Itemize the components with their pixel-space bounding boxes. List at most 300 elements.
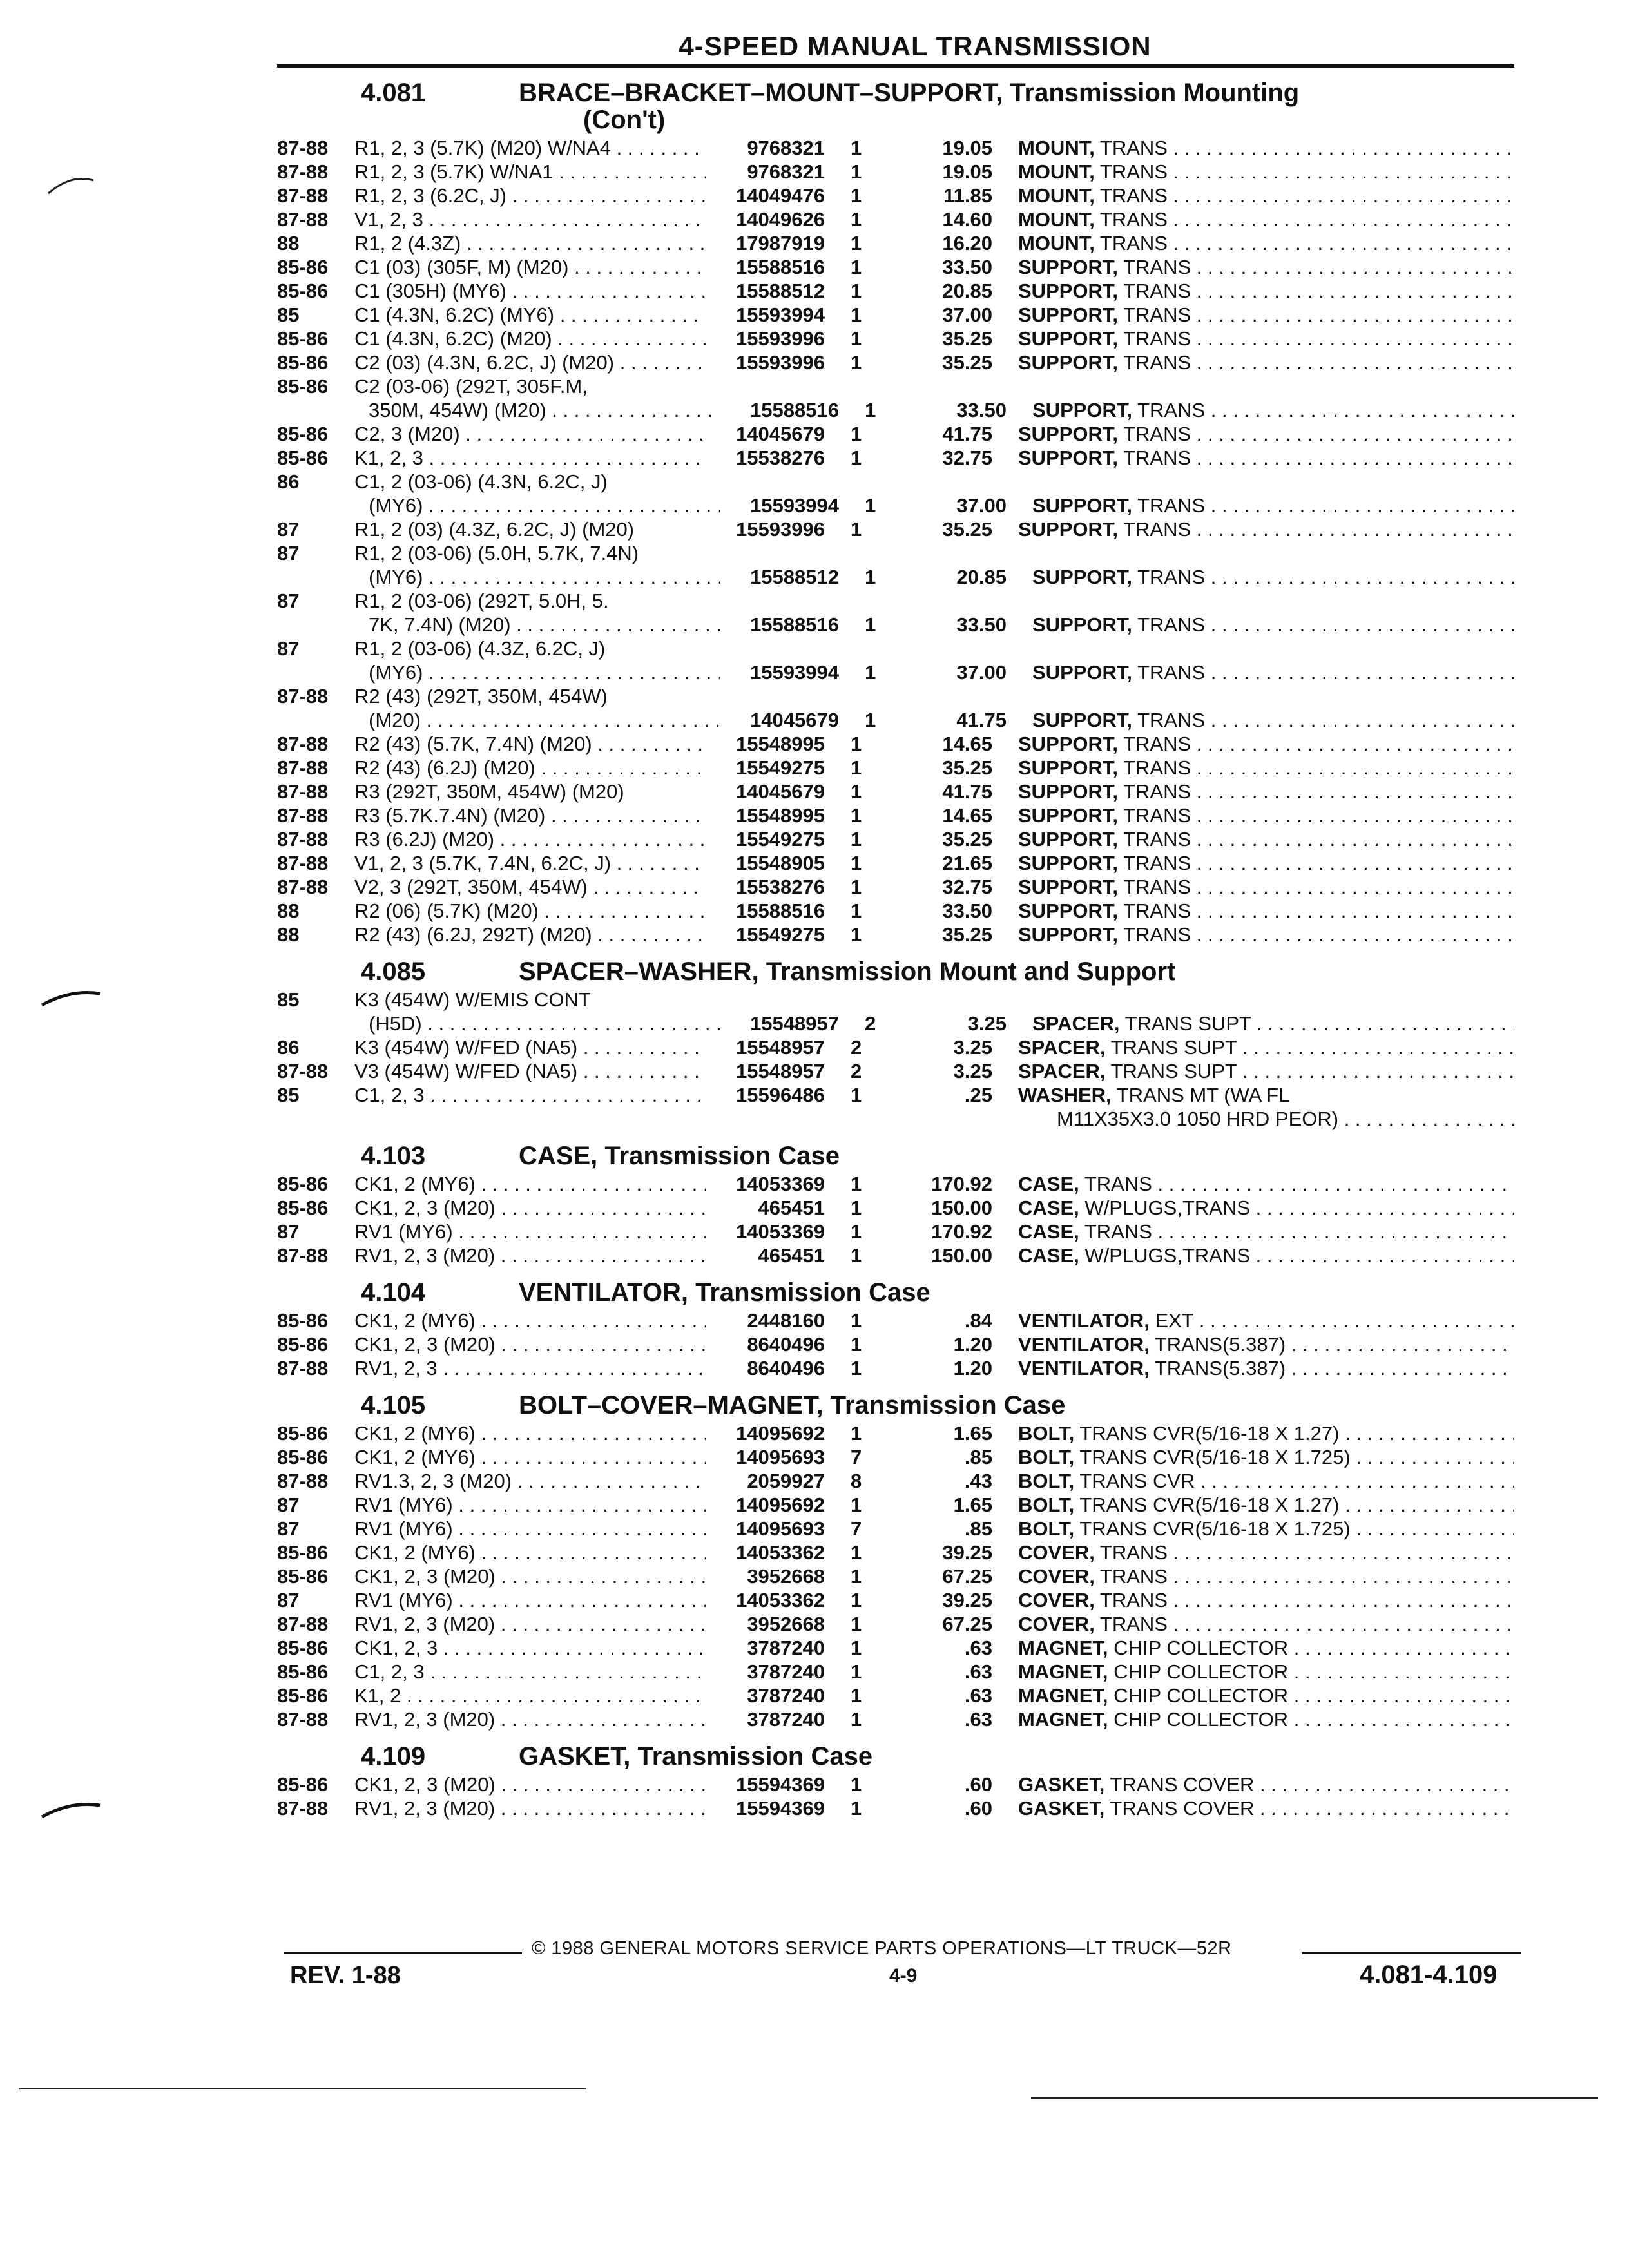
- parts-row: [277, 1244, 1514, 1267]
- model-text: K3 (454W) W/FED (NA5): [354, 1036, 578, 1059]
- model-application: [354, 756, 706, 780]
- section-title-detail: Transmission Case: [695, 1278, 930, 1307]
- description-text: TRANS: [1123, 804, 1191, 827]
- model-year: 87-88: [277, 780, 329, 803]
- description-keyword: SUPPORT,: [1018, 899, 1119, 922]
- quantity: 1: [851, 1309, 862, 1332]
- description-text: TRANS: [1099, 184, 1168, 207]
- part-number: 15548957: [750, 1012, 839, 1035]
- price: 33.50: [956, 399, 1007, 421]
- description-text: TRANS: [1123, 280, 1191, 302]
- parts-row: [277, 351, 1514, 374]
- part-description: [1018, 1469, 1514, 1493]
- price: [896, 374, 1018, 398]
- model-application: [354, 1773, 706, 1796]
- description-keyword: SUPPORT,: [1018, 447, 1119, 469]
- quantity: 1: [865, 494, 876, 517]
- model-text: K1, 2: [354, 1684, 401, 1707]
- price: 35.25: [942, 756, 992, 779]
- part-description: [1018, 923, 1514, 947]
- part-description: [1018, 1220, 1514, 1244]
- price: 67.25: [942, 1565, 992, 1588]
- parts-row: [277, 1035, 1514, 1059]
- part-description: [1018, 1107, 1514, 1131]
- part-description: [1018, 827, 1514, 851]
- parts-row: [277, 1541, 1514, 1564]
- model-text: R1, 2, 3 (5.7K) W/NA1: [354, 160, 554, 183]
- section-4-104: [277, 1279, 1514, 1380]
- section-title-detail: Transmission Mount and Support: [766, 957, 1176, 986]
- description-text: EXT: [1155, 1309, 1194, 1332]
- description-text: TRANS: [1137, 566, 1206, 588]
- model-application: [354, 1059, 706, 1083]
- model-text: R1, 2 (03) (4.3Z, 6.2C, J) (M20): [354, 518, 635, 541]
- model-text: V1, 2, 3 (5.7K, 7.4N, 6.2C, J): [354, 852, 612, 874]
- quantity: 1: [851, 447, 862, 469]
- price: .84: [964, 1309, 992, 1332]
- price: 3.25: [967, 1012, 1007, 1035]
- model-application: [354, 1564, 706, 1588]
- quantity: 1: [851, 899, 862, 922]
- part-number: 14053362: [736, 1541, 825, 1564]
- model-text: CK1, 2 (MY6): [354, 1309, 476, 1332]
- price: [896, 988, 1018, 1012]
- part-description: [1018, 422, 1514, 446]
- model-text: 7K, 7.4N) (M20): [369, 613, 511, 636]
- part-number: 15538276: [736, 876, 825, 898]
- section-heading: [277, 1743, 1514, 1770]
- part-number: 15593996: [736, 351, 825, 374]
- parts-row: [277, 1356, 1514, 1380]
- footer-section-range: 4.081-4.109: [1360, 1961, 1498, 1989]
- quantity: 8: [851, 1470, 862, 1492]
- quantity: 1: [851, 256, 862, 278]
- part-description: [1032, 708, 1514, 732]
- description-keyword: COVER,: [1018, 1589, 1095, 1611]
- part-description: [1018, 517, 1514, 541]
- price: 41.75: [942, 780, 992, 803]
- parts-row: [277, 589, 1514, 613]
- model-text: (MY6): [369, 494, 423, 517]
- description-keyword: MOUNT,: [1018, 137, 1095, 159]
- part-number: 2448160: [747, 1309, 825, 1332]
- price: 21.65: [942, 852, 992, 874]
- part-description: [1018, 184, 1514, 207]
- section-number: 4.104: [361, 1278, 426, 1307]
- model-application: [354, 327, 706, 351]
- price: 170.92: [931, 1220, 992, 1243]
- model-application: [354, 803, 706, 827]
- quantity: [851, 1107, 896, 1131]
- description-text: TRANS: [1123, 327, 1191, 350]
- parts-row: [277, 1107, 1514, 1131]
- model-text: R1, 2 (03-06) (5.0H, 5.7K, 7.4N): [354, 542, 639, 564]
- parts-row: [277, 541, 1514, 565]
- quantity: [851, 541, 896, 565]
- description-text: TRANS: [1099, 1613, 1168, 1635]
- quantity: 1: [851, 1357, 862, 1379]
- price: 3.25: [953, 1060, 992, 1082]
- parts-row: [277, 732, 1514, 756]
- section-title-block: [519, 958, 1514, 985]
- quantity: 1: [851, 756, 862, 779]
- price: 170.92: [931, 1173, 992, 1195]
- price: .63: [964, 1660, 992, 1683]
- part-description: [1018, 1172, 1514, 1196]
- model-text: RV1, 2, 3 (M20): [354, 1797, 496, 1820]
- model-application: [354, 494, 720, 517]
- quantity: [851, 684, 896, 708]
- model-year: 85-86: [277, 447, 329, 469]
- model-application: [354, 1445, 706, 1469]
- model-text: RV1 (MY6): [354, 1589, 453, 1611]
- description-keyword: SUPPORT,: [1018, 756, 1119, 779]
- part-number: 3787240: [747, 1684, 825, 1707]
- model-text: CK1, 2 (MY6): [354, 1173, 476, 1195]
- description-text: TRANS CVR(5/16-18 X 1.27): [1079, 1494, 1340, 1516]
- part-description: [1032, 660, 1514, 684]
- quantity: 1: [851, 1422, 862, 1445]
- description-text: TRANS CVR(5/16-18 X 1.725): [1079, 1446, 1351, 1468]
- price: 1.20: [953, 1333, 992, 1356]
- quantity: 1: [851, 518, 862, 541]
- model-application: [354, 1012, 720, 1035]
- price: .43: [964, 1470, 992, 1492]
- model-text: R3 (292T, 350M, 454W) (M20): [354, 780, 624, 803]
- section-number: 4.109: [361, 1742, 426, 1771]
- parts-row: [277, 470, 1514, 494]
- model-text: R1, 2 (03-06) (4.3Z, 6.2C, J): [354, 637, 606, 660]
- model-year: 87-88: [277, 1797, 329, 1820]
- part-description: [1018, 1541, 1514, 1564]
- part-description: [1018, 255, 1514, 279]
- model-year: [277, 565, 354, 589]
- parts-row: [277, 1332, 1514, 1356]
- parts-row: [277, 231, 1514, 255]
- part-description: [1018, 637, 1514, 660]
- model-year: 87: [277, 637, 300, 660]
- description-keyword: SUPPORT,: [1018, 733, 1119, 755]
- description-keyword: MAGNET,: [1018, 1684, 1108, 1707]
- section-title: BRACE–BRACKET–MOUNT–SUPPORT,: [519, 79, 1003, 107]
- part-number: 15588516: [750, 399, 839, 421]
- footer-rule-left: [284, 1952, 522, 1954]
- model-application: [354, 351, 706, 374]
- description-keyword: VENTILATOR,: [1018, 1309, 1150, 1332]
- model-application: [354, 207, 706, 231]
- model-year: 86: [277, 1036, 300, 1059]
- description-text: TRANS: [1099, 1541, 1168, 1564]
- section-title-block: [519, 1142, 1514, 1169]
- parts-row: [277, 494, 1514, 517]
- description-text: TRANS: [1123, 876, 1191, 898]
- price: 37.00: [956, 661, 1007, 684]
- part-description: [1018, 1588, 1514, 1612]
- description-text: TRANS: [1137, 661, 1206, 684]
- part-description: [1018, 899, 1514, 923]
- model-year: 87: [277, 542, 300, 564]
- model-application: [354, 780, 706, 803]
- model-application: [354, 1707, 706, 1731]
- quantity: 7: [851, 1446, 862, 1468]
- quantity: 1: [865, 399, 876, 421]
- model-year: 85-86: [277, 1173, 329, 1195]
- part-number: 15593996: [736, 327, 825, 350]
- model-year: 85-86: [277, 1660, 329, 1683]
- model-year: 85-86: [277, 351, 329, 374]
- part-number: 3787240: [747, 1660, 825, 1683]
- model-text: RV1, 2, 3 (M20): [354, 1244, 496, 1267]
- quantity: 1: [851, 1660, 862, 1683]
- quantity: 1: [851, 1637, 862, 1659]
- description-keyword: SUPPORT,: [1018, 923, 1119, 946]
- quantity: 1: [851, 1773, 862, 1796]
- price: 35.25: [942, 923, 992, 946]
- footer-revision: REV. 1-88: [290, 1962, 401, 1989]
- part-description: [1018, 327, 1514, 351]
- section-number: 4.105: [361, 1391, 426, 1419]
- part-number: 15548995: [736, 804, 825, 827]
- price: [896, 470, 1018, 494]
- description-text: TRANS COVER: [1110, 1773, 1255, 1796]
- description-keyword: BOLT,: [1018, 1517, 1075, 1540]
- description-keyword: SUPPORT,: [1018, 351, 1119, 374]
- section-title-block: [519, 1392, 1514, 1419]
- parts-row: [277, 1684, 1514, 1707]
- description-text: CHIP COLLECTOR: [1113, 1684, 1289, 1707]
- part-description: [1018, 756, 1514, 780]
- quantity: 1: [865, 613, 876, 636]
- scan-artifact-mark: [45, 174, 97, 200]
- section-title-detail: Transmission Mounting: [1010, 79, 1300, 107]
- model-year: 85-86: [277, 1309, 329, 1332]
- model-year: 87-88: [277, 137, 329, 159]
- model-application: [354, 1517, 706, 1541]
- model-text: CK1, 2, 3: [354, 1637, 438, 1659]
- part-number: 8640496: [747, 1333, 825, 1356]
- part-number: 15588516: [750, 613, 839, 636]
- part-number: 8640496: [747, 1357, 825, 1379]
- model-application: [354, 732, 706, 756]
- description-text: TRANS CVR(5/16-18 X 1.27): [1079, 1422, 1340, 1445]
- part-description: [1018, 684, 1514, 708]
- parts-row: [277, 1309, 1514, 1332]
- scan-artifact-mark: [39, 1798, 103, 1823]
- part-number: 15593994: [750, 661, 839, 684]
- description-keyword: SUPPORT,: [1018, 828, 1119, 850]
- description-keyword: CASE,: [1018, 1244, 1079, 1267]
- section-4-085: [277, 958, 1514, 1131]
- parts-row: [277, 613, 1514, 637]
- description-keyword: SUPPORT,: [1018, 423, 1119, 445]
- footer-rule-right: [1302, 1952, 1521, 1954]
- model-text: C1 (305H) (MY6): [354, 280, 506, 302]
- model-text: C2 (03-06) (292T, 305F.M,: [354, 375, 588, 398]
- model-year: [277, 613, 354, 637]
- model-text: C1, 2, 3: [354, 1660, 425, 1683]
- price: 19.05: [942, 160, 992, 183]
- description-text: TRANS: [1123, 756, 1191, 779]
- price: 32.75: [942, 447, 992, 469]
- price: 35.25: [942, 327, 992, 350]
- model-text: C1 (4.3N, 6.2C) (M20): [354, 327, 552, 350]
- quantity: 1: [851, 804, 862, 827]
- quantity: [851, 589, 896, 613]
- parts-row: [277, 923, 1514, 947]
- model-text: (MY6): [369, 661, 423, 684]
- quantity: 2: [851, 1036, 862, 1059]
- description-text: TRANS: [1123, 828, 1191, 850]
- model-text: R2 (43) (292T, 350M, 454W): [354, 685, 608, 707]
- quantity: 1: [851, 423, 862, 445]
- description-text: CHIP COLLECTOR: [1113, 1708, 1289, 1731]
- quantity: 1: [851, 232, 862, 255]
- footer-copyright: © 1988 GENERAL MOTORS SERVICE PARTS OPERATIONS—LT TRUCK—52R: [532, 1938, 1232, 1959]
- part-description: [1018, 1356, 1514, 1380]
- model-application: [354, 160, 706, 184]
- part-description: [1018, 1773, 1514, 1796]
- part-number: 15588516: [736, 899, 825, 922]
- section-heading: [277, 1279, 1514, 1306]
- quantity: 1: [851, 160, 862, 183]
- description-text: TRANS: [1123, 852, 1191, 874]
- quantity: 1: [851, 1244, 862, 1267]
- part-description: [1018, 279, 1514, 303]
- price: 150.00: [931, 1196, 992, 1219]
- description-text: TRANS SUPT: [1124, 1012, 1251, 1035]
- section-title: BOLT–COVER–MAGNET,: [519, 1391, 824, 1419]
- model-text: CK1, 2 (MY6): [354, 1422, 476, 1445]
- price: [896, 589, 1018, 613]
- model-application: [354, 1309, 706, 1332]
- model-text: C1 (4.3N, 6.2C) (MY6): [354, 303, 555, 326]
- part-number: 14095692: [736, 1494, 825, 1516]
- model-application: [354, 541, 706, 565]
- part-description: [1018, 351, 1514, 374]
- parts-row: [277, 398, 1514, 422]
- description-text: TRANS: [1099, 232, 1168, 255]
- part-number: 3952668: [747, 1613, 825, 1635]
- description-text: TRANS: [1084, 1173, 1152, 1195]
- model-application: [354, 1035, 706, 1059]
- model-application: [354, 255, 706, 279]
- model-year: [277, 1012, 354, 1035]
- part-number: 15548957: [736, 1036, 825, 1059]
- parts-row: [277, 1636, 1514, 1660]
- model-application: [354, 517, 706, 541]
- parts-row: [277, 708, 1514, 732]
- parts-row: [277, 851, 1514, 875]
- description-keyword: SUPPORT,: [1018, 876, 1119, 898]
- part-number: 15549275: [736, 828, 825, 850]
- parts-row: [277, 184, 1514, 207]
- price: 14.60: [942, 208, 992, 231]
- quantity: 1: [851, 280, 862, 302]
- quantity: 1: [865, 566, 876, 588]
- description-text: W/PLUGS,TRANS: [1084, 1196, 1251, 1219]
- scan-artifact-line: [1031, 2097, 1598, 2099]
- part-description: [1018, 732, 1514, 756]
- quantity: 1: [851, 852, 862, 874]
- quantity: 1: [851, 1541, 862, 1564]
- model-text: RV1 (MY6): [354, 1220, 453, 1243]
- parts-row: [277, 988, 1514, 1012]
- description-text: TRANS: [1123, 351, 1191, 374]
- description-text: TRANS: [1123, 923, 1191, 946]
- description-text: TRANS COVER: [1110, 1797, 1255, 1820]
- part-number: 3787240: [747, 1637, 825, 1659]
- description-text: TRANS: [1123, 447, 1191, 469]
- model-application: [354, 1220, 706, 1244]
- price: 37.00: [956, 494, 1007, 517]
- model-year: 87-88: [277, 733, 329, 755]
- parts-row: [277, 303, 1514, 327]
- footer-bar: [284, 1938, 1521, 1964]
- parts-row: [277, 1493, 1514, 1517]
- description-keyword: SUPPORT,: [1032, 709, 1133, 731]
- parts-row: [277, 1421, 1514, 1445]
- parts-row: [277, 207, 1514, 231]
- part-number: [706, 988, 851, 1012]
- part-description: [1018, 988, 1514, 1012]
- description-keyword: SUPPORT,: [1018, 852, 1119, 874]
- description-text: M11X35X3.0 1050 HRD PEOR): [1057, 1108, 1339, 1130]
- part-number: 14045679: [736, 780, 825, 803]
- description-text: TRANS: [1084, 1220, 1152, 1243]
- part-number: 15588512: [736, 280, 825, 302]
- part-number: 14045679: [750, 709, 839, 731]
- part-description: [1018, 446, 1514, 470]
- price: 1.65: [953, 1494, 992, 1516]
- quantity: [851, 470, 896, 494]
- model-year: 85-86: [277, 1565, 329, 1588]
- part-description: [1018, 470, 1514, 494]
- price: 20.85: [942, 280, 992, 302]
- model-application: [354, 136, 706, 160]
- model-application: [354, 708, 720, 732]
- model-year: 85-86: [277, 375, 329, 398]
- quantity: 1: [851, 137, 862, 159]
- section-title-block: [519, 1743, 1514, 1770]
- model-year: 87-88: [277, 1613, 329, 1635]
- model-text: K1, 2, 3: [354, 447, 423, 469]
- quantity: 1: [851, 1613, 862, 1635]
- part-number: [706, 541, 851, 565]
- description-keyword: MAGNET,: [1018, 1660, 1108, 1683]
- description-keyword: SUPPORT,: [1018, 780, 1119, 803]
- description-keyword: MOUNT,: [1018, 208, 1095, 231]
- description-keyword: GASKET,: [1018, 1773, 1105, 1796]
- parts-row: [277, 255, 1514, 279]
- part-number: 15593994: [750, 494, 839, 517]
- model-application: [354, 1421, 706, 1445]
- model-application: [354, 1684, 706, 1707]
- model-text: C2 (03) (4.3N, 6.2C, J) (M20): [354, 351, 615, 374]
- model-text: CK1, 2, 3 (M20): [354, 1196, 496, 1219]
- model-year: [277, 1107, 354, 1131]
- price: [896, 684, 1018, 708]
- model-application: [354, 1332, 706, 1356]
- model-application: [354, 875, 706, 899]
- part-description: [1018, 1707, 1514, 1731]
- part-description: [1018, 303, 1514, 327]
- part-description: [1018, 1493, 1514, 1517]
- model-year: 87: [277, 518, 300, 541]
- model-text: R1, 2, 3 (5.7K) (M20) W/NA4: [354, 137, 611, 159]
- part-description: [1018, 1445, 1514, 1469]
- model-application: [354, 1796, 706, 1820]
- parts-row: [277, 756, 1514, 780]
